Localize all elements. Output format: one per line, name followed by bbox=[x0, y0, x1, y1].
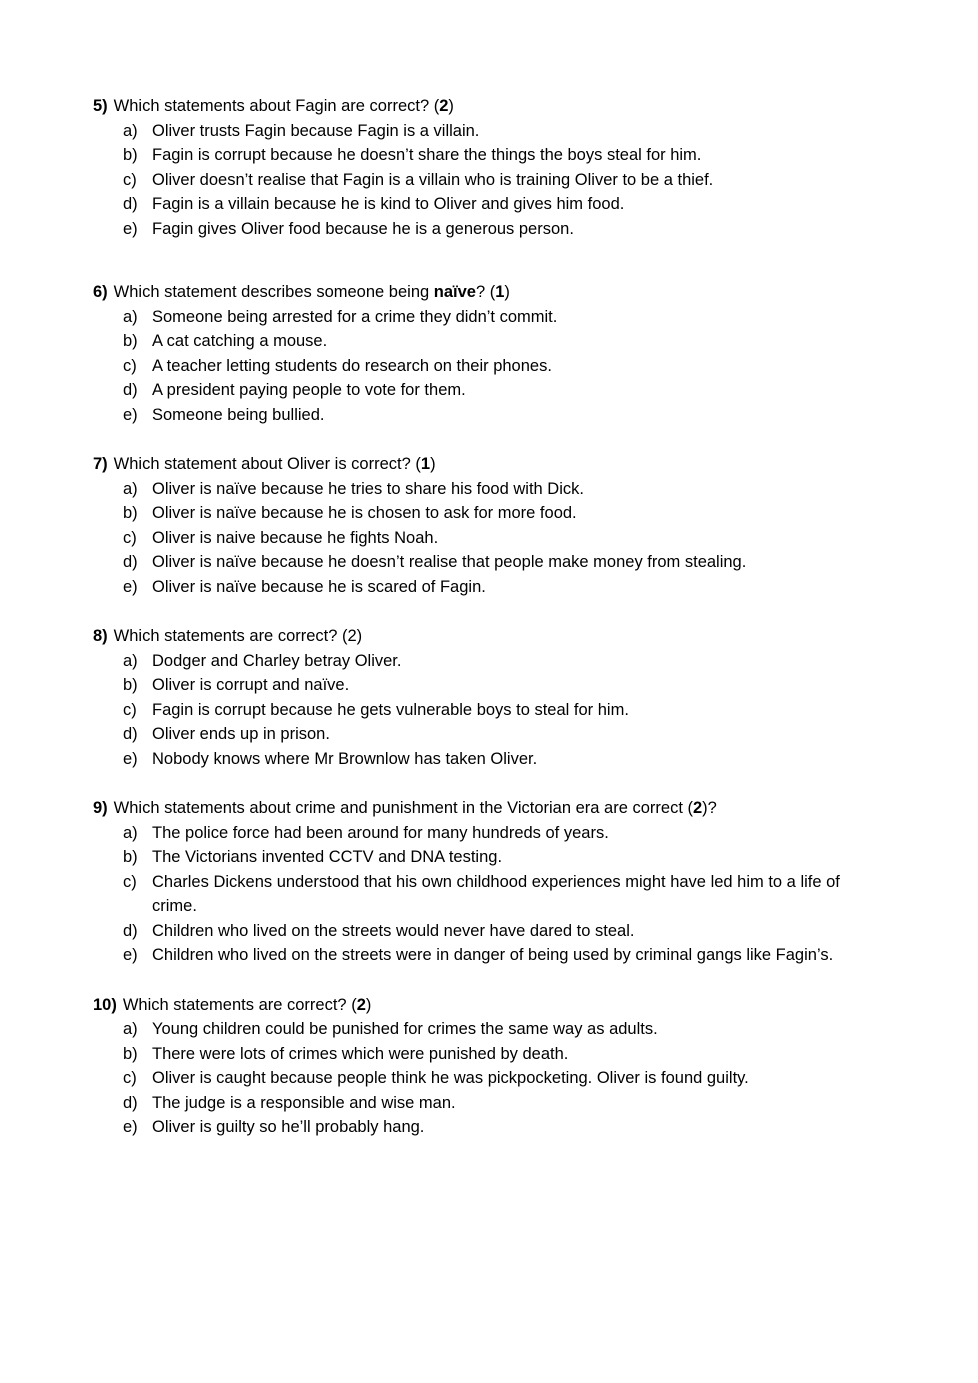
option-row bbox=[93, 821, 883, 846]
prompt-segment: ) bbox=[448, 97, 454, 115]
option-row bbox=[93, 722, 883, 747]
option-letter: e) bbox=[123, 405, 138, 424]
question bbox=[93, 452, 883, 599]
question-prompt bbox=[93, 280, 883, 305]
option-text: A president paying people to vote for them. bbox=[152, 381, 466, 399]
option-text: Fagin is corrupt because he doesn’t share the things the boys steal for him. bbox=[152, 146, 702, 164]
question-number: 8) bbox=[93, 627, 108, 645]
option-text: A teacher letting students do research on their phones. bbox=[152, 356, 552, 375]
option-row bbox=[93, 747, 883, 772]
options-list bbox=[93, 477, 883, 600]
option-row bbox=[93, 119, 883, 144]
option-row bbox=[93, 168, 883, 193]
option-text: Someone being arrested for a crime they didn’t commit. bbox=[152, 307, 558, 326]
option-row bbox=[93, 526, 883, 551]
option-letter: a) bbox=[123, 307, 138, 326]
option-letter: b) bbox=[123, 332, 138, 350]
option-text: Oliver is naïve because he tries to share his food with Dick. bbox=[152, 479, 584, 498]
option-text: Charles Dickens understood that his own childhood experiences might have led him to a life of crime. bbox=[152, 872, 840, 915]
prompt-segment-bold: 2 bbox=[692, 799, 703, 817]
prompt-segment: Which statement describes someone being bbox=[113, 283, 434, 301]
question bbox=[93, 796, 883, 968]
option-text: Children who lived on the streets were in danger of being used by criminal gangs like Fagin’s. bbox=[152, 946, 834, 964]
option-text: Oliver is naive because he fights Noah. bbox=[152, 528, 439, 547]
option-text: Fagin gives Oliver food because he is a generous person. bbox=[152, 219, 574, 238]
question-prompt bbox=[93, 796, 883, 821]
question-prompt bbox=[93, 94, 883, 119]
option-letter: b) bbox=[123, 1044, 138, 1063]
option-text: Nobody knows where Mr Brownlow has taken Oliver. bbox=[152, 749, 538, 768]
option-text: Oliver doesn’t realise that Fagin is a villain who is training Oliver to be a thief. bbox=[152, 170, 714, 189]
option-text: Oliver is naïve because he is scared of Fagin. bbox=[152, 577, 486, 596]
option-letter: d) bbox=[123, 921, 138, 940]
option-row bbox=[93, 1091, 883, 1116]
option-letter: e) bbox=[123, 1118, 138, 1136]
option-text: Young children could be punished for crimes the same way as adults. bbox=[152, 1020, 658, 1038]
option-letter: a) bbox=[123, 479, 138, 498]
option-row bbox=[93, 1066, 883, 1091]
option-letter: e) bbox=[123, 946, 138, 964]
question bbox=[93, 280, 883, 427]
options-list bbox=[93, 305, 883, 428]
option-letter: e) bbox=[123, 577, 138, 596]
option-row bbox=[93, 870, 883, 919]
option-row bbox=[93, 143, 883, 168]
option-row bbox=[93, 217, 883, 242]
option-row bbox=[93, 354, 883, 379]
question-prompt bbox=[93, 993, 883, 1018]
prompt-segment: Which statements are correct? (2) bbox=[113, 627, 363, 645]
question-number: 5) bbox=[93, 97, 108, 115]
option-row bbox=[93, 329, 883, 354]
option-letter: b) bbox=[123, 146, 138, 164]
option-row bbox=[93, 575, 883, 600]
prompt-segment: Which statements are correct? ( bbox=[122, 995, 357, 1014]
option-letter: d) bbox=[123, 553, 138, 571]
option-text: Oliver trusts Fagin because Fagin is a villain. bbox=[152, 121, 480, 140]
option-letter: d) bbox=[123, 381, 138, 399]
question-number: 9) bbox=[93, 799, 108, 817]
option-row bbox=[93, 919, 883, 944]
options-list bbox=[93, 821, 883, 968]
option-letter: b) bbox=[123, 676, 138, 694]
option-letter: d) bbox=[123, 195, 138, 213]
option-letter: d) bbox=[123, 725, 138, 743]
question-number: 6) bbox=[93, 283, 108, 301]
option-row bbox=[93, 305, 883, 330]
prompt-segment: Which statement about Oliver is correct? ( bbox=[113, 455, 421, 473]
option-row bbox=[93, 378, 883, 403]
option-text: The judge is a responsible and wise man. bbox=[152, 1093, 456, 1112]
question-number: 7) bbox=[93, 455, 108, 473]
option-letter: a) bbox=[123, 823, 138, 842]
option-letter: c) bbox=[123, 356, 137, 375]
question bbox=[93, 993, 883, 1140]
option-letter: c) bbox=[123, 528, 137, 547]
options-list bbox=[93, 649, 883, 772]
option-row bbox=[93, 943, 883, 968]
option-text: Children who lived on the streets would never have dared to steal. bbox=[152, 921, 635, 940]
option-row bbox=[93, 192, 883, 217]
prompt-segment: ? ( bbox=[475, 283, 496, 301]
option-letter: a) bbox=[123, 121, 138, 140]
option-text: The Victorians invented CCTV and DNA testing. bbox=[152, 848, 503, 866]
option-text: Fagin is corrupt because he gets vulnerable boys to steal for him. bbox=[152, 700, 629, 719]
option-letter: c) bbox=[123, 700, 137, 719]
option-text: Oliver ends up in prison. bbox=[152, 725, 330, 743]
option-text: The police force had been around for many hundreds of years. bbox=[152, 823, 609, 842]
option-text: Oliver is naïve because he doesn’t realise that people make money from stealing. bbox=[152, 553, 747, 571]
option-text: Oliver is caught because people think he was pickpocketing. Oliver is found guilty. bbox=[152, 1069, 749, 1087]
prompt-segment-bold: 1 bbox=[420, 455, 431, 473]
option-row bbox=[93, 673, 883, 698]
questions-list bbox=[93, 94, 883, 1140]
option-letter: c) bbox=[123, 1069, 137, 1087]
prompt-segment: ) bbox=[430, 455, 436, 473]
prompt-segment: ) bbox=[365, 995, 372, 1014]
option-text: A cat catching a mouse. bbox=[152, 332, 328, 350]
option-letter: b) bbox=[123, 848, 138, 866]
option-row bbox=[93, 1042, 883, 1067]
option-row bbox=[93, 477, 883, 502]
option-text: Dodger and Charley betray Oliver. bbox=[152, 651, 402, 670]
option-row bbox=[93, 649, 883, 674]
option-row bbox=[93, 501, 883, 526]
option-letter: e) bbox=[123, 749, 138, 768]
prompt-segment-bold: 2 bbox=[356, 995, 366, 1014]
options-list bbox=[93, 119, 883, 242]
prompt-segment-bold: 1 bbox=[495, 283, 505, 301]
prompt-segment-bold: naïve bbox=[433, 283, 476, 301]
question-prompt bbox=[93, 452, 883, 477]
option-text: Someone being bullied. bbox=[152, 405, 325, 424]
options-list bbox=[93, 1017, 883, 1140]
option-text: Oliver is naïve because he is chosen to ask for more food. bbox=[152, 504, 577, 522]
option-row bbox=[93, 1115, 883, 1140]
option-text: Oliver is corrupt and naïve. bbox=[152, 676, 350, 694]
option-row bbox=[93, 1017, 883, 1042]
option-letter: c) bbox=[123, 872, 137, 891]
prompt-segment-bold: 2 bbox=[439, 97, 449, 115]
prompt-segment: Which statements about Fagin are correct? ( bbox=[113, 97, 440, 115]
question-number: 10) bbox=[93, 995, 117, 1014]
question-prompt bbox=[93, 624, 883, 649]
option-letter: a) bbox=[123, 651, 138, 670]
question bbox=[93, 624, 883, 771]
prompt-segment: ) bbox=[504, 283, 510, 301]
option-row bbox=[93, 845, 883, 870]
option-letter: a) bbox=[123, 1020, 138, 1038]
option-text: Fagin is a villain because he is kind to Oliver and gives him food. bbox=[152, 195, 625, 213]
option-letter: e) bbox=[123, 219, 138, 238]
prompt-segment: )? bbox=[702, 799, 717, 817]
option-row bbox=[93, 550, 883, 575]
option-letter: d) bbox=[123, 1093, 138, 1112]
option-row bbox=[93, 403, 883, 428]
option-letter: c) bbox=[123, 170, 137, 189]
option-text: Oliver is guilty so he’ll probably hang. bbox=[152, 1118, 425, 1136]
option-text: There were lots of crimes which were punished by death. bbox=[152, 1044, 569, 1063]
option-letter: b) bbox=[123, 504, 138, 522]
question bbox=[93, 94, 883, 241]
option-row bbox=[93, 698, 883, 723]
prompt-segment: Which statements about crime and punishment in the Victorian era are correct ( bbox=[113, 799, 693, 817]
